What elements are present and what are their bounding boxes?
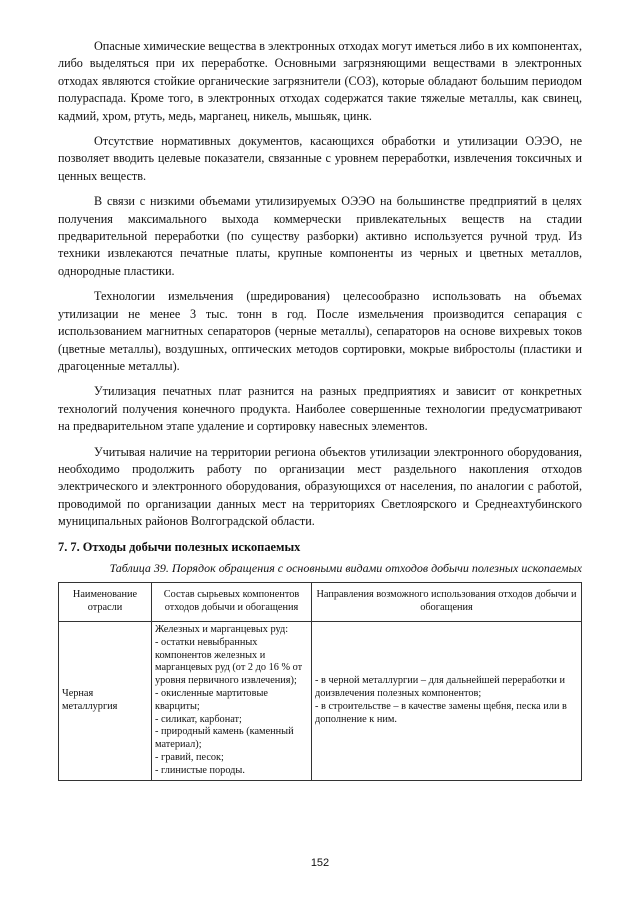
table-row — [59, 622, 582, 781]
table-caption: Таблица 39. Порядок обращения с основными видами отходов добычи полезных ископаемых — [109, 560, 582, 575]
paragraph-circuit-boards: Утилизация печатных плат разнится на разных предприятиях и зависит от конкретных технологий получения конечного продукта. Наиболее совершенные технологии предусматривают на предварительном этапе удаление и сортировку навесных элементов. — [58, 384, 582, 434]
component-line: - силикат, карбонат; — [155, 713, 242, 725]
usage-line: - в черной металлургии – для дальнейшей переработки и доизвлечения полезных компонентов; — [315, 675, 566, 700]
mining-waste-table — [58, 582, 582, 781]
component-line: - природный камень (каменный материал); — [155, 726, 294, 751]
section-title: 7. 7. Отходы добычи полезных ископаемых — [58, 539, 301, 554]
component-line: - глинистые породы. — [155, 764, 245, 776]
cell-components — [152, 622, 312, 781]
component-line: - окисленные мартитовые кварциты; — [155, 688, 268, 712]
paragraph-shredding: Технологии измельчения (шредирования) целесообразно использовать на объемах утилизации не менее 3 тыс. тонн в год. После измельчения производится сепарация с использованием магнитных сепараторов (черные металлы), сепараторов на основе вихревых токов (цветные металлы), воздушных, оптических методов сортировки, мокрые вибростолы (пластики и драгоценные металлы). — [58, 289, 582, 373]
component-line: - остатки невыбранных компонентов железных и марганцевых руд (от 2 до 16 % от уровня первичного извлечения); — [155, 636, 303, 687]
paragraph-collection-points: Учитывая наличие на территории региона объектов утилизации электронного оборудования, необходимо продолжить работу по организации мест раздельного накопления отходов электрического и электронного оборудования, образующихся от населения, по аналогии с работой, проводимой по организации данных мест на территориях Светлоярского и Среднеахтубинского муниципальных районов Волгоградской области. — [58, 444, 582, 529]
component-line: Железных и марганцевых руд: — [155, 624, 289, 636]
header-usage: Направления возможного использования отходов добычи и обогащения — [312, 583, 582, 622]
paragraph-hazardous-substances: Опасные химические вещества в электронных отходах могут иметься либо в их компонентах, либо выделяться при их переработке. Основными загрязняющими веществами в электронных отходах являются стойкие органические загрязнители (СОЗ), которые обладают большим периодом полураспада. Кроме того, в электронных отходах содержатся такие тяжелые металлы, как свинец, кадмий, хром, ртуть, медь, марганец, никель, мышьяк, цинк. — [58, 39, 583, 123]
cell-usage — [312, 622, 582, 781]
paragraph-manual-labor: В связи с низкими объемами утилизируемых ОЭЭО на большинстве предприятий в целях получения максимального выхода коммерчески привлекательных веществ на стадии предварительной переработки (по существу разборки) активно используется ручной труд. Из техники извлекаются печатные платы, крупные компоненты из черных и цветных металлов, однородные пластики. — [58, 194, 582, 278]
document-page — [58, 38, 582, 781]
component-line: - гравий, песок; — [155, 752, 224, 764]
header-industry: Наименование отрасли — [59, 583, 152, 622]
cell-industry: Черная металлургия — [59, 622, 152, 781]
usage-line: - в строительстве – в качестве замены щебня, песка или в дополнение к ним. — [315, 700, 567, 725]
table-header-row — [59, 583, 582, 622]
header-components: Состав сырьевых компонентов отходов добычи и обогащения — [152, 583, 312, 622]
paragraph-regulations: Отсутствие нормативных документов, касающихся обработки и утилизации ОЭЭО, не позволяет вводить целевые показатели, связанные с уровнем переработки, извлечения токсичных и ценных веществ. — [58, 134, 582, 183]
page-number: 152 — [310, 857, 330, 869]
